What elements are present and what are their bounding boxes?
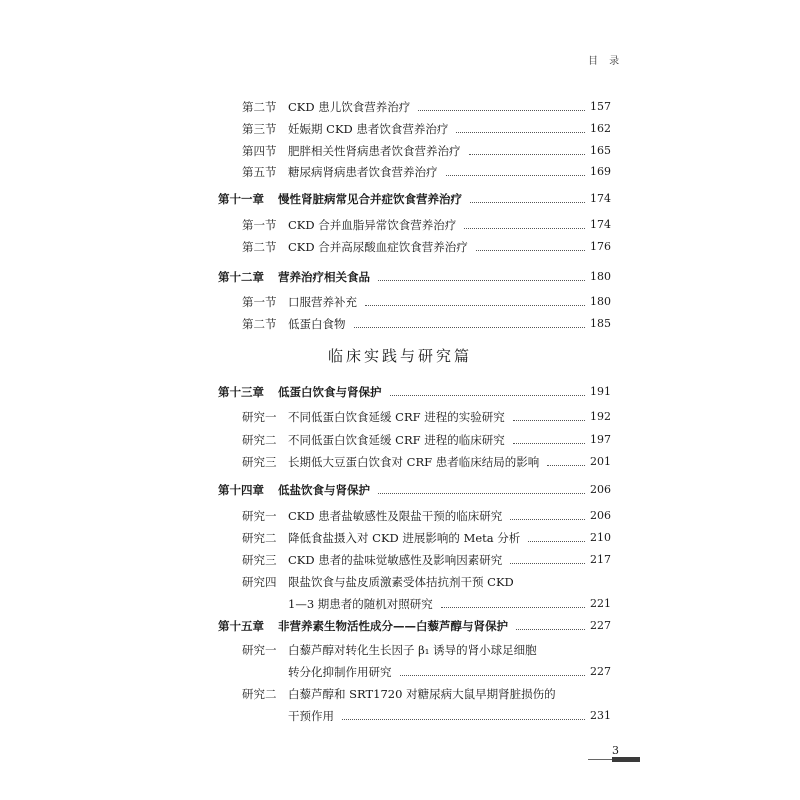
leader-dots xyxy=(418,110,585,111)
leader-dots xyxy=(470,202,585,203)
toc-section-entry xyxy=(0,640,800,660)
entry-title-continuation: 转分化抑制作用研究 xyxy=(288,665,392,679)
leader-dots xyxy=(390,395,585,396)
entry-label: 第二节 xyxy=(242,100,277,114)
entry-page-number: 197 xyxy=(590,433,611,446)
entry-page-number: 157 xyxy=(590,100,611,113)
entry-label: 第二节 xyxy=(242,240,277,254)
leader-dots xyxy=(354,327,585,328)
part-title: 临床实践与研究篇 xyxy=(327,347,472,365)
leader-dots xyxy=(476,250,585,251)
entry-title: 妊娠期 CKD 患者饮食营养治疗 xyxy=(288,122,449,136)
entry-label: 第一节 xyxy=(242,218,277,232)
entry-page-number: 227 xyxy=(590,619,611,632)
entry-label: 研究一 xyxy=(242,509,277,523)
entry-page-number: 191 xyxy=(590,385,611,398)
entry-title: 糖尿病肾病患者饮食营养治疗 xyxy=(288,165,438,179)
entry-title: CKD 患儿饮食营养治疗 xyxy=(288,100,411,114)
toc-section-entry xyxy=(0,97,800,117)
leader-dots xyxy=(464,228,585,229)
toc-section-entry xyxy=(0,506,800,526)
toc-section-entry xyxy=(0,572,800,592)
entry-title: 低蛋白食物 xyxy=(288,317,346,331)
footer-line xyxy=(588,759,612,760)
toc-section-entry xyxy=(0,119,800,139)
leader-dots xyxy=(510,519,585,520)
entry-page-number: 185 xyxy=(590,317,611,330)
toc-chapter-entry xyxy=(0,267,800,287)
entry-page-number: 174 xyxy=(590,218,611,231)
toc-section-entry xyxy=(0,684,800,704)
entry-title-continuation: 1—3 期患者的随机对照研究 xyxy=(288,597,433,611)
leader-dots xyxy=(378,493,585,494)
leader-dots xyxy=(528,541,585,542)
toc-section-entry xyxy=(0,292,800,312)
entry-page-number: 210 xyxy=(590,531,611,544)
entry-title: CKD 合并高尿酸血症饮食营养治疗 xyxy=(288,240,468,254)
toc-chapter-entry xyxy=(0,382,800,402)
entry-label: 研究一 xyxy=(242,643,277,657)
entry-label: 研究一 xyxy=(242,410,277,424)
entry-label: 研究二 xyxy=(242,531,277,545)
entry-page-number: 165 xyxy=(590,144,611,157)
entry-page-number: 180 xyxy=(590,295,611,308)
leader-dots xyxy=(378,280,585,281)
entry-page-number: 227 xyxy=(590,665,611,678)
entry-label: 第十一章 xyxy=(218,192,264,206)
entry-page-number: 221 xyxy=(590,597,611,610)
toc-section-entry xyxy=(0,452,800,472)
toc-section-entry xyxy=(0,215,800,235)
entry-label: 研究二 xyxy=(242,433,277,447)
entry-title: CKD 患者盐敏感性及限盐干预的临床研究 xyxy=(288,509,503,523)
toc-section-entry xyxy=(0,162,800,182)
toc-section-entry xyxy=(0,141,800,161)
toc-section-entry xyxy=(0,550,800,570)
entry-title: 营养治疗相关食品 xyxy=(278,270,370,284)
leader-dots xyxy=(516,629,585,630)
toc-entry-continuation xyxy=(0,662,800,682)
entry-title: 肥胖相关性肾病患者饮食营养治疗 xyxy=(288,144,461,158)
toc-chapter-entry xyxy=(0,616,800,636)
entry-label: 第十五章 xyxy=(218,619,264,633)
toc-entry-continuation xyxy=(0,594,800,614)
entry-label: 第十二章 xyxy=(218,270,264,284)
entry-label: 第三节 xyxy=(242,122,277,136)
entry-label: 第四节 xyxy=(242,144,277,158)
toc-section-entry xyxy=(0,237,800,257)
entry-title: 降低食盐摄入对 CKD 进展影响的 Meta 分析 xyxy=(288,531,521,545)
leader-dots xyxy=(510,563,585,564)
entry-title: 不同低蛋白饮食延缓 CRF 进程的实验研究 xyxy=(288,410,505,424)
entry-label: 研究三 xyxy=(242,553,277,567)
entry-page-number: 217 xyxy=(590,553,611,566)
leader-dots xyxy=(469,154,585,155)
entry-label: 第十四章 xyxy=(218,483,264,497)
leader-dots xyxy=(513,420,585,421)
entry-title: 非营养素生物活性成分——白藜芦醇与肾保护 xyxy=(278,619,508,633)
entry-label: 研究三 xyxy=(242,455,277,469)
toc-section-entry xyxy=(0,407,800,427)
leader-dots xyxy=(547,465,585,466)
entry-title: CKD 合并血脂异常饮食营养治疗 xyxy=(288,218,457,232)
toc-entry-continuation xyxy=(0,706,800,726)
toc-chapter-entry xyxy=(0,480,800,500)
entry-label: 第一节 xyxy=(242,295,277,309)
entry-title: 限盐饮食与盐皮质激素受体拮抗剂干预 CKD xyxy=(288,575,514,589)
toc-section-entry xyxy=(0,430,800,450)
entry-page-number: 192 xyxy=(590,410,611,423)
entry-page-number: 231 xyxy=(590,709,611,722)
entry-label: 第五节 xyxy=(242,165,277,179)
entry-title: CKD 患者的盐味觉敏感性及影响因素研究 xyxy=(288,553,503,567)
entry-page-number: 169 xyxy=(590,165,611,178)
entry-page-number: 162 xyxy=(590,122,611,135)
footer-bar xyxy=(612,757,640,762)
entry-title: 口服营养补充 xyxy=(288,295,357,309)
entry-title: 白藜芦醇和 SRT1720 对糖尿病大鼠早期肾脏损伤的 xyxy=(288,687,556,701)
leader-dots xyxy=(513,443,585,444)
leader-dots xyxy=(456,132,585,133)
page-number: 3 xyxy=(612,744,619,757)
entry-label: 第十三章 xyxy=(218,385,264,399)
entry-label: 研究四 xyxy=(242,575,277,589)
entry-page-number: 176 xyxy=(590,240,611,253)
toc-chapter-entry xyxy=(0,189,800,209)
toc-section-entry xyxy=(0,528,800,548)
leader-dots xyxy=(441,607,585,608)
entry-label: 第二节 xyxy=(242,317,277,331)
entry-title: 慢性肾脏病常见合并症饮食营养治疗 xyxy=(278,192,462,206)
entry-page-number: 206 xyxy=(590,509,611,522)
leader-dots xyxy=(446,175,585,176)
leader-dots xyxy=(365,305,585,306)
toc-section-entry xyxy=(0,314,800,334)
entry-label: 研究二 xyxy=(242,687,277,701)
entry-page-number: 206 xyxy=(590,483,611,496)
entry-page-number: 201 xyxy=(590,455,611,468)
entry-title-continuation: 干预作用 xyxy=(288,709,334,723)
entry-title: 白藜芦醇对转化生长因子 β₁ 诱导的肾小球足细胞 xyxy=(288,643,537,657)
entry-title: 不同低蛋白饮食延缓 CRF 进程的临床研究 xyxy=(288,433,505,447)
entry-title: 长期低大豆蛋白饮食对 CRF 患者临床结局的影响 xyxy=(288,455,540,469)
entry-page-number: 174 xyxy=(590,192,611,205)
entry-title: 低蛋白饮食与肾保护 xyxy=(278,385,382,399)
leader-dots xyxy=(400,675,585,676)
entry-title: 低盐饮食与肾保护 xyxy=(278,483,370,497)
page-header: 目 录 xyxy=(588,56,624,67)
entry-page-number: 180 xyxy=(590,270,611,283)
leader-dots xyxy=(342,719,585,720)
